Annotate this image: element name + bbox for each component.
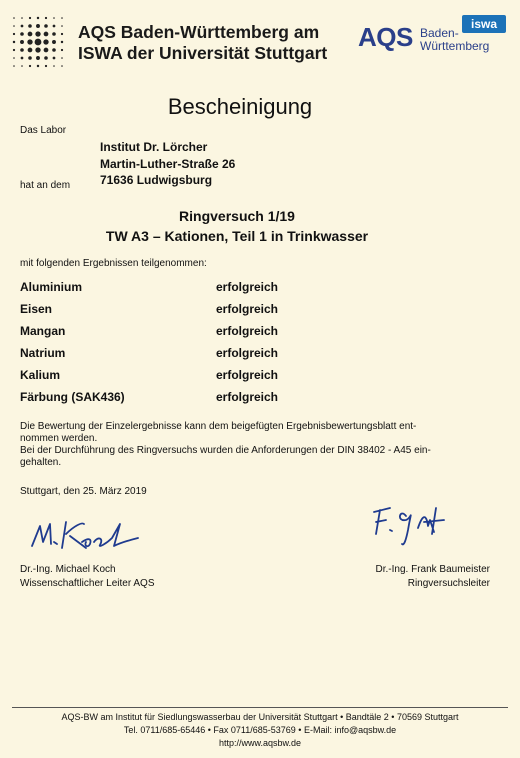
result-value: erfolgreich [216, 390, 279, 404]
footer-address: AQS-BW am Institut für Siedlungswasserbau der Universität Stuttgart • Bandtäle 2 • 70569 Stuttgart [61, 712, 459, 722]
din-note-line2: gehalten. [20, 457, 62, 468]
evaluation-note-line2: nommen werden. [20, 433, 98, 444]
lab-address [100, 139, 235, 189]
result-row [20, 324, 278, 346]
result-row [20, 390, 278, 412]
aqs-logo-sub2: Württemberg [420, 39, 490, 53]
footer-website[interactable]: http://www.aqsbw.de [218, 738, 302, 748]
result-parameter: Aluminium [20, 280, 82, 294]
footer-divider [12, 707, 508, 708]
signer-left [20, 564, 155, 590]
footer [0, 711, 520, 750]
ringversuch-title: Ringversuch 1/19 [179, 208, 295, 224]
result-parameter: Natrium [20, 346, 66, 360]
signer-left-role: Wissenschaftlicher Leiter AQS [20, 578, 155, 589]
result-parameter: Kalium [20, 368, 61, 382]
result-value: erfolgreich [216, 280, 279, 294]
evaluation-note-line1: Die Bewertung der Einzelergebnisse kann dem beigefügten Ergebnisbewertungsblatt ent- [20, 421, 417, 432]
document-title: Bescheinigung [167, 94, 313, 119]
header-title [78, 22, 327, 64]
results-intro: mit folgenden Ergebnissen teilgenommen: [20, 258, 207, 269]
din-note-line1: Bei der Durchführung des Ringversuchs wurden die Anforderungen der DIN 38402 - A45 ein- [20, 445, 431, 456]
university-logo-icon [10, 14, 66, 70]
result-parameter: Färbung (SAK436) [20, 390, 125, 404]
header-title-line1: AQS Baden-Württemberg am [78, 22, 320, 42]
result-row [20, 280, 278, 302]
signer-right-role: Ringversuchsleiter [407, 578, 490, 589]
hat-an-dem-label: hat an dem [20, 180, 71, 191]
result-value: erfolgreich [216, 324, 279, 338]
result-value: erfolgreich [216, 368, 279, 382]
aqs-logo-text: AQS [358, 22, 413, 52]
lab-city: 71636 Ludwigsburg [100, 173, 213, 187]
iswa-logo: iswa [462, 15, 506, 33]
place-date: Stuttgart, den 25. März 2019 [20, 486, 147, 497]
result-row [20, 368, 278, 390]
labor-label: Das Labor [20, 125, 67, 136]
result-parameter: Mangan [20, 324, 66, 338]
footer-contact: Tel. 0711/685-65446 • Fax 0711/685-53769 • E-Mail: info@aqsbw.de [123, 725, 397, 735]
signer-right [376, 564, 490, 590]
result-parameter: Eisen [20, 302, 53, 316]
lab-street: Martin-Luther-Straße 26 [100, 156, 236, 171]
aqs-logo-sub1: Baden- [420, 26, 459, 40]
result-value: erfolgreich [216, 346, 279, 360]
signature-left-image [26, 512, 144, 554]
result-row [20, 302, 278, 324]
signer-left-name: Dr.-Ing. Michael Koch [20, 564, 116, 575]
signer-right-name: Dr.-Ing. Frank Baumeister [375, 564, 490, 575]
lab-name: Institut Dr. Lörcher [100, 140, 208, 154]
result-row [20, 346, 278, 368]
ringversuch-subject: TW A3 – Kationen, Teil 1 in Trinkwasser [105, 228, 369, 244]
header-title-line2: ISWA der Universität Stuttgart [78, 43, 328, 63]
results-list [20, 280, 278, 412]
result-value: erfolgreich [216, 302, 279, 316]
signature-right-image [366, 500, 462, 550]
evaluation-note [20, 421, 500, 469]
